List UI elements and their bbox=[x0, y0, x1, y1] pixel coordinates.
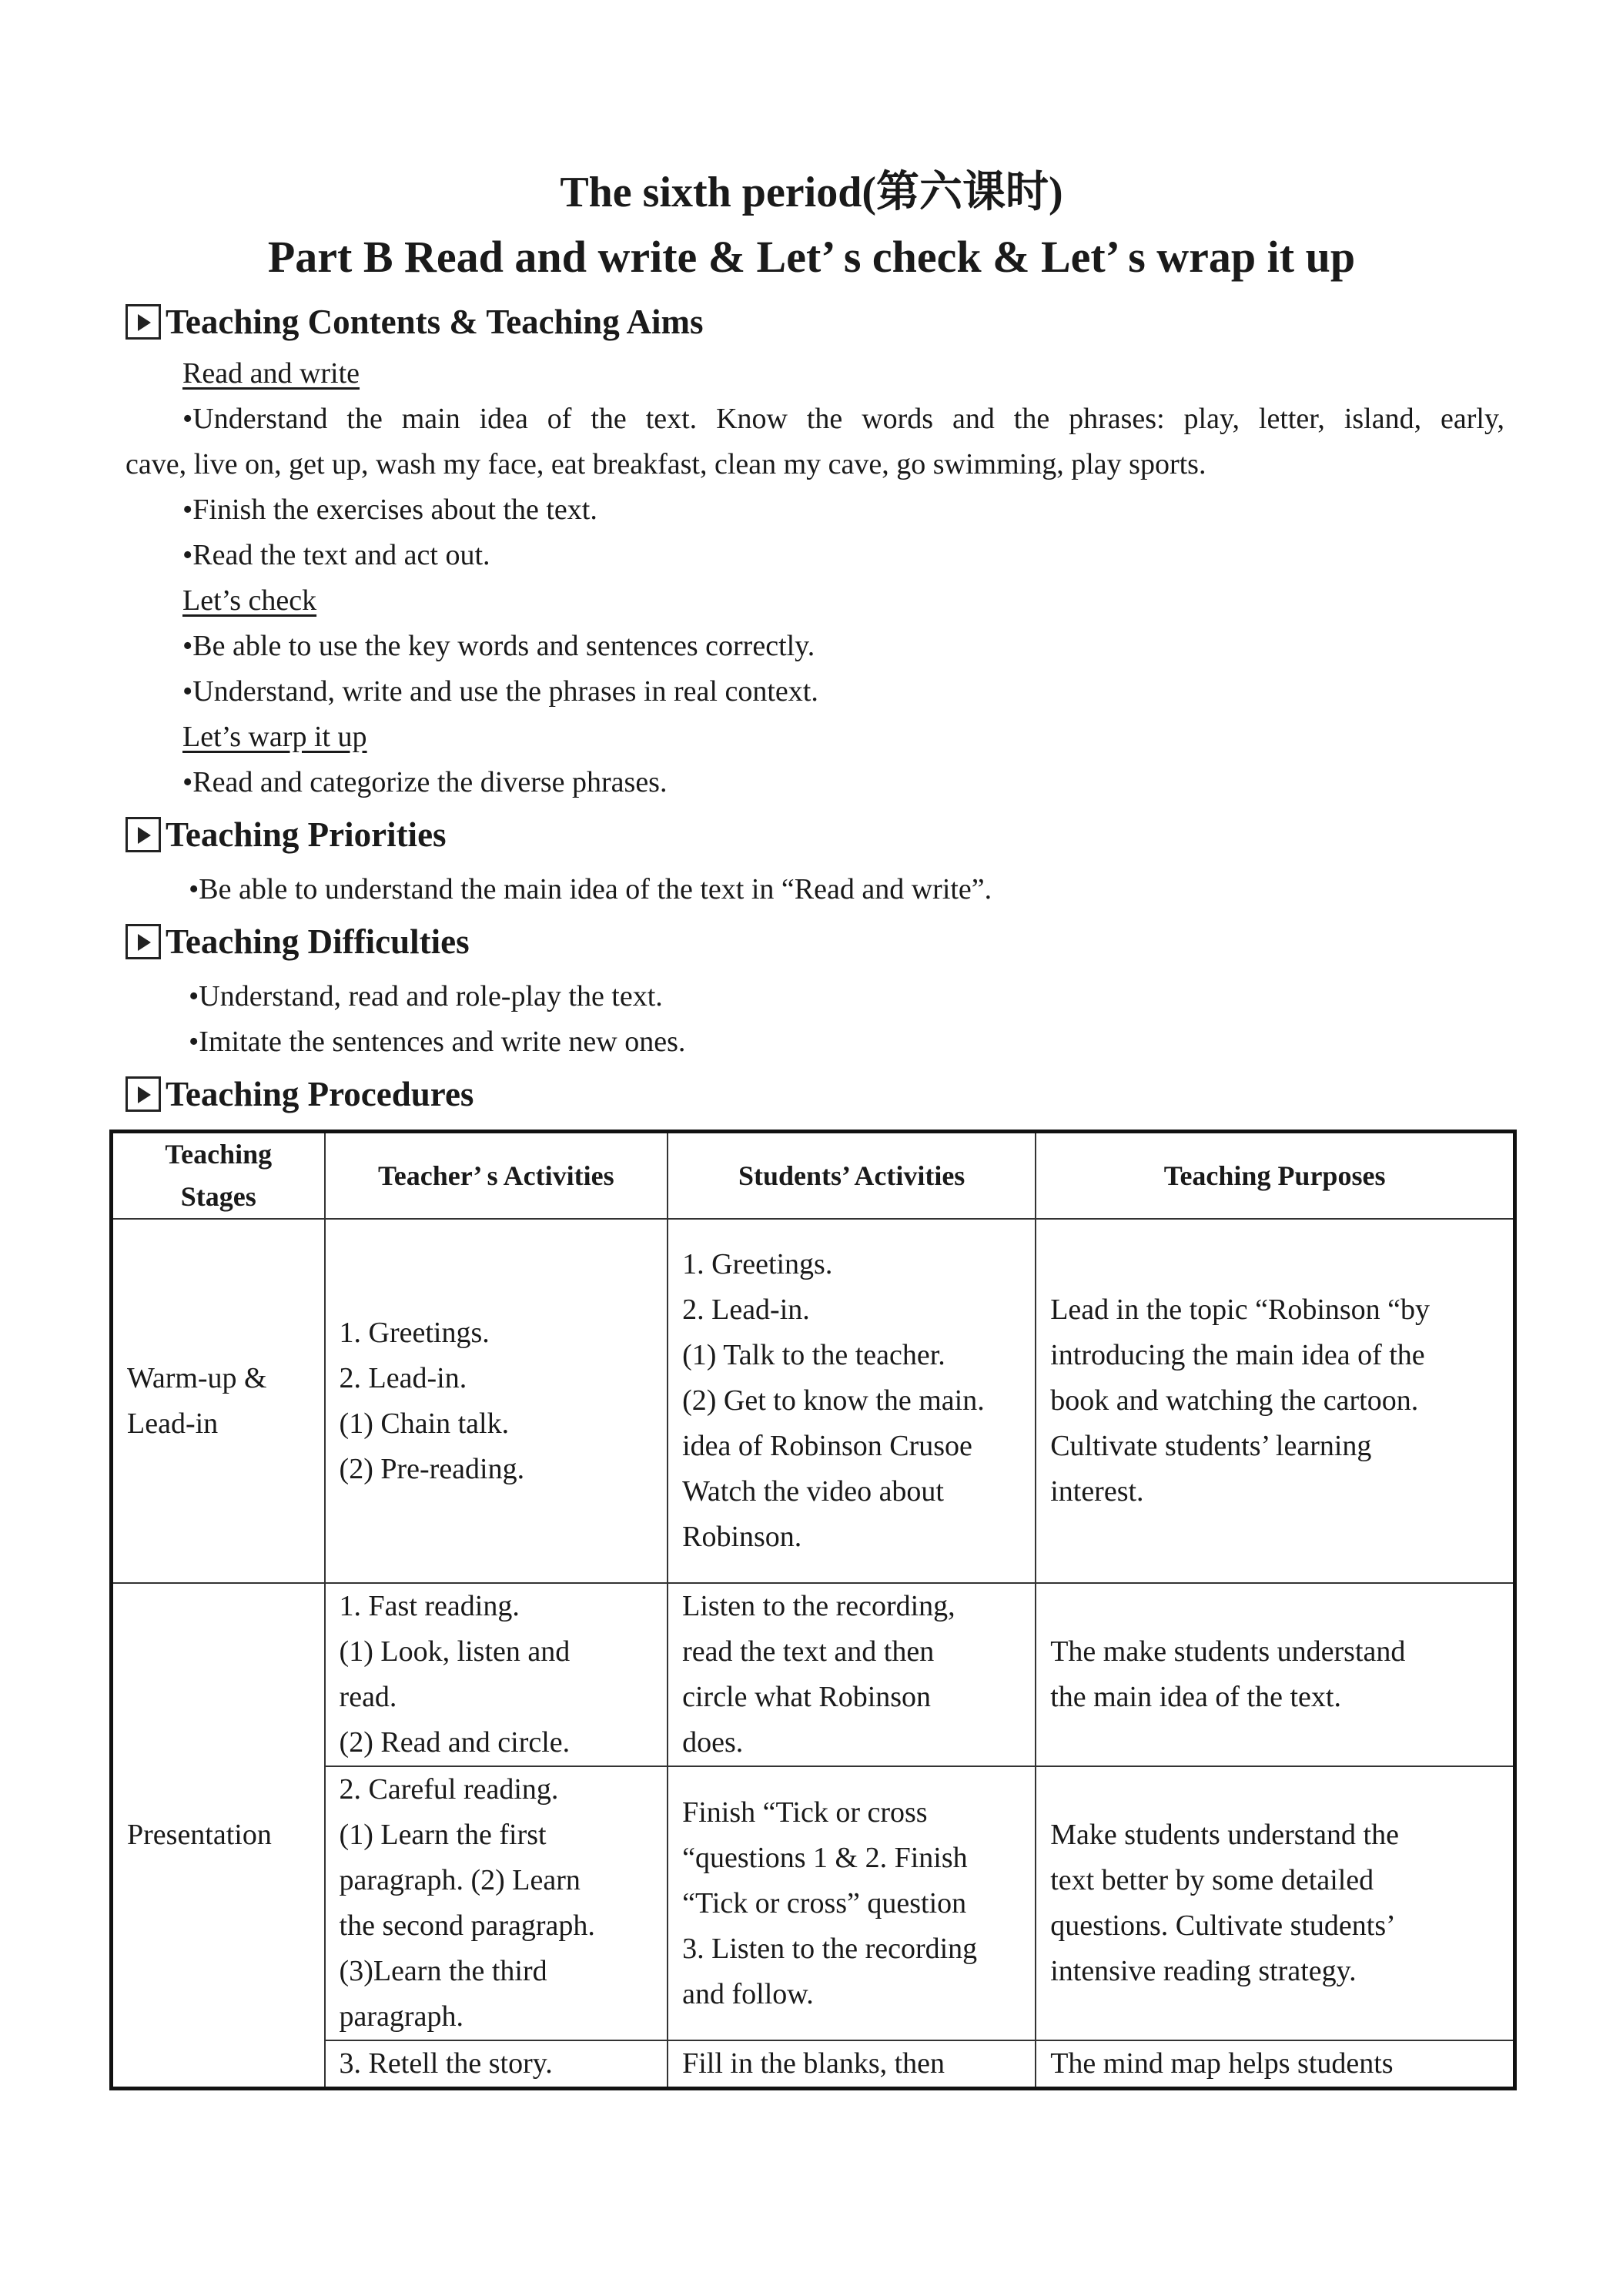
cell-text: and follow. bbox=[682, 1977, 814, 2010]
section-heading-text: Teaching Procedures bbox=[166, 1075, 474, 1113]
cell-text: Cultivate students’ learning bbox=[1050, 1430, 1372, 1462]
presentation-purposes-2 bbox=[1036, 1766, 1514, 2040]
check-item-2: •Understand, write and use the phrases in real context. bbox=[182, 675, 818, 708]
cell-text: intensive reading strategy. bbox=[1050, 1955, 1357, 1987]
cell-text: Make students understand the bbox=[1050, 1819, 1399, 1851]
check-label: Let’s check bbox=[182, 584, 317, 617]
cell-text: (2) Get to know the main. bbox=[682, 1384, 985, 1417]
header-text: Stages bbox=[180, 1181, 256, 1212]
cell-text: text better by some detailed bbox=[1050, 1864, 1374, 1896]
play-box-icon bbox=[125, 817, 161, 852]
presentation-purposes-1 bbox=[1036, 1583, 1514, 1766]
cell-text: read. bbox=[339, 1681, 397, 1713]
cell-text: 3. Retell the story. bbox=[339, 2047, 553, 2080]
cell-text: circle what Robinson bbox=[682, 1681, 932, 1713]
wrap-item-1: •Read and categorize the diverse phrases. bbox=[182, 766, 668, 798]
cell-text: The mind map helps students bbox=[1050, 2047, 1394, 2080]
warmup-teacher bbox=[325, 1219, 668, 1583]
cell-text: Lead in the topic “Robinson “by bbox=[1050, 1294, 1431, 1326]
header-purposes: Teaching Purposes bbox=[1036, 1132, 1514, 1220]
cell-text: Watch the video about bbox=[682, 1475, 944, 1508]
cell-text: does. bbox=[682, 1726, 744, 1759]
cell-text: read the text and then bbox=[682, 1635, 935, 1668]
cell-text: paragraph. bbox=[339, 2000, 463, 2033]
cell-text: 2. Lead-in. bbox=[339, 1361, 467, 1394]
presentation-teacher-2 bbox=[325, 1766, 668, 2040]
play-box-icon bbox=[125, 924, 161, 959]
section-heading-text: Teaching Difficulties bbox=[166, 922, 470, 961]
rw-item-1a: •Understand the main idea of the text. Know the words and the phrases: play, letter, island, early, bbox=[182, 403, 1504, 435]
section-contents-heading bbox=[125, 302, 703, 342]
cell-text: Robinson. bbox=[682, 1521, 802, 1553]
cell-text: (2) Pre-reading. bbox=[339, 1452, 525, 1485]
cell-text: 1. Fast reading. bbox=[339, 1590, 520, 1622]
cell-text: the main idea of the text. bbox=[1050, 1681, 1341, 1713]
cell-text: 1. Greetings. bbox=[682, 1248, 833, 1280]
cell-text: 3. Listen to the recording bbox=[682, 1932, 978, 1965]
presentation-purposes-3 bbox=[1036, 2040, 1514, 2089]
cell-text: “Tick or cross” question bbox=[682, 1886, 967, 1919]
presentation-teacher-1 bbox=[325, 1583, 668, 1766]
cell-text: introducing the main idea of the bbox=[1050, 1339, 1425, 1371]
procedures-table bbox=[109, 1130, 1517, 2090]
cell-text: (1) Learn the first bbox=[339, 1819, 547, 1851]
presentation-students-3 bbox=[668, 2040, 1036, 2089]
play-box-icon bbox=[125, 1076, 161, 1112]
cell-text: (1) Talk to the teacher. bbox=[682, 1339, 945, 1371]
cell-text: Warm-up & bbox=[127, 1361, 267, 1394]
header-students: Students’ Activities bbox=[668, 1132, 1036, 1220]
cell-text: 2. Careful reading. bbox=[339, 1773, 559, 1806]
play-box-icon bbox=[125, 304, 161, 340]
section-heading-text: Teaching Contents & Teaching Aims bbox=[166, 303, 704, 341]
cell-text: (2) Read and circle. bbox=[339, 1726, 571, 1759]
table-row bbox=[112, 1219, 1515, 1583]
header-teacher: Teacher’ s Activities bbox=[325, 1132, 668, 1220]
difficulty-item-2: •Imitate the sentences and write new ones. bbox=[189, 1026, 686, 1058]
table-row bbox=[112, 1583, 1515, 1766]
cell-text: book and watching the cartoon. bbox=[1050, 1384, 1419, 1417]
section-difficulties-heading bbox=[125, 922, 470, 962]
check-item-1: •Be able to use the key words and sentences correctly. bbox=[182, 630, 815, 662]
cell-text: interest. bbox=[1050, 1475, 1144, 1508]
wrap-label: Let’s warp it up bbox=[182, 721, 367, 753]
difficulty-item-1: •Understand, read and role-play the text. bbox=[189, 980, 663, 1012]
cell-text: 2. Lead-in. bbox=[682, 1294, 810, 1326]
cell-text: paragraph. (2) Learn bbox=[339, 1864, 581, 1896]
presentation-teacher-3 bbox=[325, 2040, 668, 2089]
rw-item-1b: cave, live on, get up, wash my face, eat breakfast, clean my cave, go swimming, play sports. bbox=[125, 448, 1206, 480]
cell-text: Lead-in bbox=[127, 1407, 219, 1440]
table-header-row bbox=[112, 1132, 1515, 1220]
page-subtitle: Part B Read and write & Let’ s check & Let’ s wrap it up bbox=[267, 232, 1356, 282]
cell-text: Finish “Tick or cross bbox=[682, 1796, 928, 1829]
warmup-students bbox=[668, 1219, 1036, 1583]
cell-text: (3)Learn the third bbox=[339, 1955, 547, 1987]
cell-text: idea of Robinson Crusoe bbox=[682, 1430, 972, 1462]
cell-text: (1) Chain talk. bbox=[339, 1407, 510, 1440]
stage-warmup bbox=[112, 1219, 325, 1583]
cell-text: “questions 1 & 2. Finish bbox=[682, 1841, 968, 1874]
header-text: Teaching bbox=[165, 1139, 273, 1170]
presentation-students-1 bbox=[668, 1583, 1036, 1766]
page-title: The sixth period(第六课时) bbox=[560, 169, 1063, 216]
presentation-students-2 bbox=[668, 1766, 1036, 2040]
cell-text: 1. Greetings. bbox=[339, 1316, 490, 1349]
cell-text: The make students understand bbox=[1050, 1635, 1406, 1668]
stage-presentation: Presentation bbox=[112, 1583, 325, 2089]
section-procedures-heading bbox=[125, 1074, 474, 1114]
read-write-label: Read and write bbox=[182, 357, 360, 390]
rw-item-3: •Read the text and act out. bbox=[182, 539, 490, 571]
priority-item-1: •Be able to understand the main idea of the text in “Read and write”. bbox=[189, 873, 992, 905]
header-stages bbox=[112, 1132, 325, 1220]
cell-text: questions. Cultivate students’ bbox=[1050, 1909, 1396, 1942]
section-priorities-heading bbox=[125, 815, 447, 855]
warmup-purposes bbox=[1036, 1219, 1514, 1583]
section-heading-text: Teaching Priorities bbox=[166, 815, 447, 854]
cell-text: (1) Look, listen and bbox=[339, 1635, 571, 1668]
cell-text: Fill in the blanks, then bbox=[682, 2047, 945, 2080]
cell-text: Listen to the recording, bbox=[682, 1590, 955, 1622]
cell-text: the second paragraph. bbox=[339, 1909, 595, 1942]
rw-item-2: •Finish the exercises about the text. bbox=[182, 494, 597, 526]
